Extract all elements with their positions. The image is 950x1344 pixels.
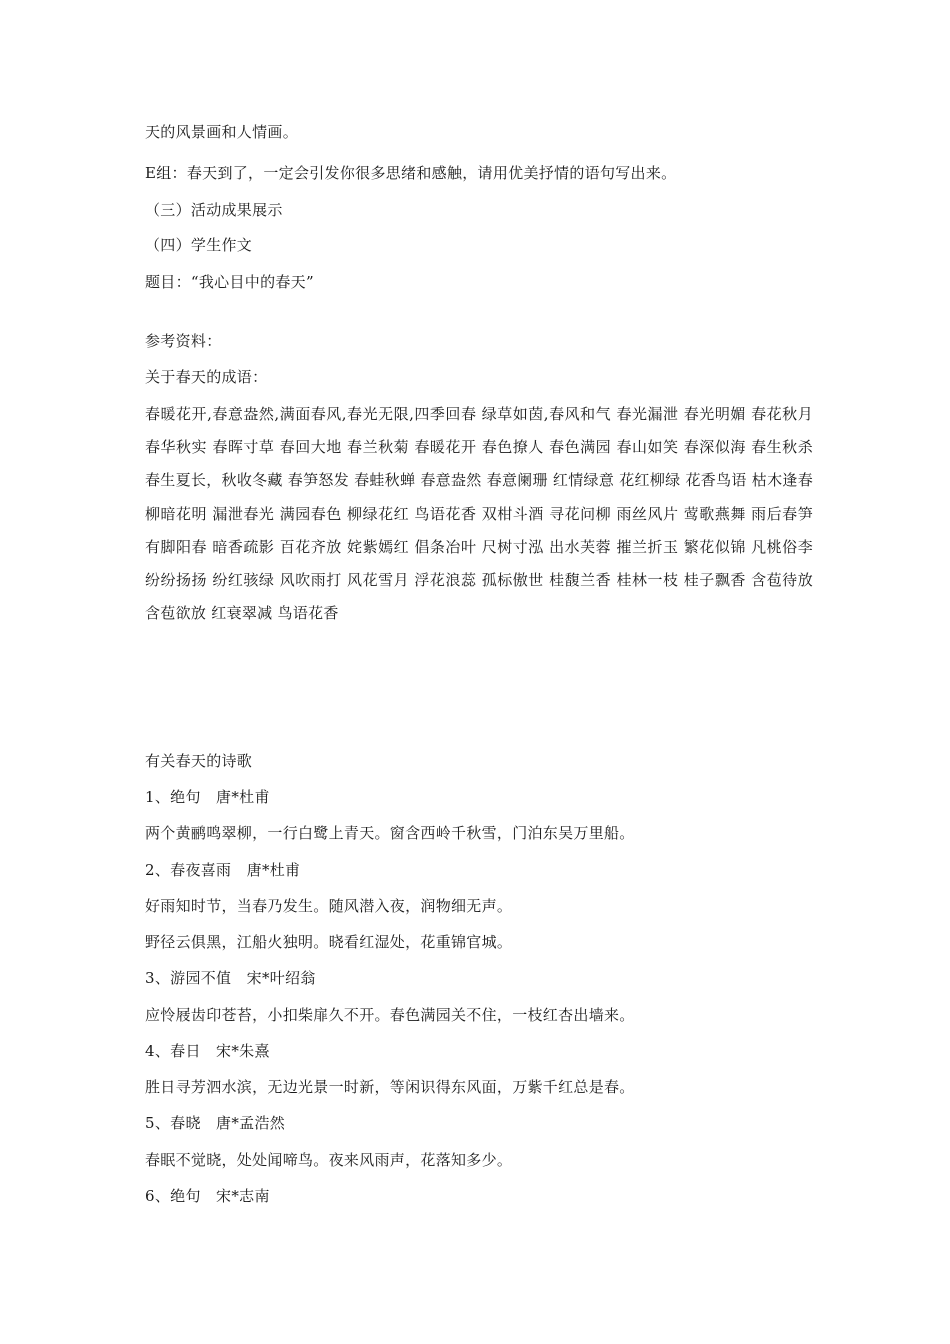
poem-text: 春眠不觉晓，处处闻啼鸟。夜来风雨声，花落知多少。 — [145, 1151, 513, 1169]
poems-heading: 有关春天的诗歌 — [145, 752, 253, 770]
paragraph-continuation: 天的风景画和人情画。 — [145, 123, 299, 141]
essay-title: 题目：“我心目中的春天” — [145, 273, 314, 291]
idioms-heading: 关于春天的成语： — [145, 368, 268, 386]
poem-title: 2、春夜喜雨 唐*杜甫 — [145, 861, 301, 879]
poem-text: 两个黄鹂鸣翠柳，一行白鹭上青天。窗含西岭千秋雪，门泊东吴万里船。 — [145, 824, 635, 842]
poem-title: 5、春晓 唐*孟浩然 — [145, 1114, 286, 1132]
idioms-paragraph: 春暖花开,春意盎然,满面春风,春光无限,四季回春 绿草如茵,春风和气 春光漏泄 春光明媚 春花秋月 春华秋实 春晖寸草 春回大地 春兰秋菊 春暖花开 春色撩人 春色满园 春山如笑 春深似海 春生秋杀 春生夏长，秋收冬藏 春笋怒发 春蛙秋蝉 春意盎然 春意阑珊 红情绿意 花红柳绿 花香鸟语 枯木逢春 柳暗花明 漏泄春光 满园春色 柳绿花红 鸟语花香 双柑斗酒 寻花问柳 雨丝风片 莺歌燕舞 雨后春笋 有脚阳春 暗香疏影 百花齐放 姹紫嫣红 倡条冶叶 尺树寸泓 出水芙蓉 摧兰折玉 繁花似锦 凡桃俗李 纷纷扬扬 纷红骇绿 风吹雨打 风花雪月 浮花浪蕊 孤标傲世 桂馥兰香 桂林一枝 桂子飘香 含苞待放 含苞欲放 红衰翠减 鸟语花香 — [145, 405, 813, 623]
poem-text: 好雨知时节，当春乃发生。随风潜入夜，润物细无声。 — [145, 897, 513, 915]
poem-text: 野径云俱黑，江船火独明。晓看红湿处，花重锦官城。 — [145, 933, 513, 951]
poem-title: 3、游园不值 宋*叶绍翁 — [145, 969, 316, 987]
group-e-task: E组：春天到了，一定会引发你很多思绪和感触，请用优美抒情的语句写出来。 — [145, 164, 677, 182]
section-heading-student-essay: （四）学生作文 — [145, 236, 253, 254]
poem-title: 4、春日 宋*朱熹 — [145, 1042, 270, 1060]
poem-title: 6、绝句 宋*志南 — [145, 1187, 270, 1205]
poem-text: 胜日寻芳泗水滨，无边光景一时新，等闲识得东风面，万紫千红总是春。 — [145, 1078, 635, 1096]
reference-heading: 参考资料： — [145, 332, 222, 350]
poem-text: 应怜屐齿印苍苔，小扣柴扉久不开。春色满园关不住，一枝红杏出墙来。 — [145, 1006, 635, 1024]
section-heading-activity-results: （三）活动成果展示 — [145, 201, 283, 219]
poem-title: 1、绝句 唐*杜甫 — [145, 788, 270, 806]
